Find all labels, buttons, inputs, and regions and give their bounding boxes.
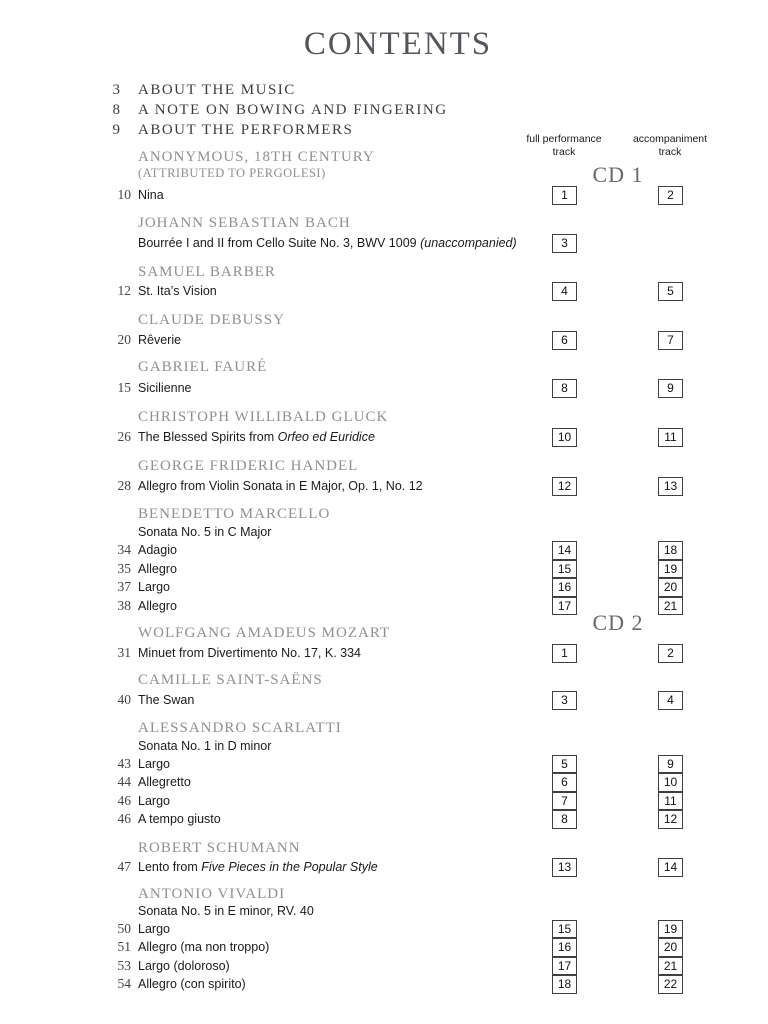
work-subtitle: Sonata No. 1 in D minor — [138, 739, 272, 753]
fp-track-box: 17 — [552, 957, 577, 976]
fp-track-box: 6 — [552, 331, 577, 350]
piece-row — [0, 477, 768, 496]
fp-track-box: 16 — [552, 938, 577, 957]
piece-title: Allegro from Violin Sonata in E Major, Op. 1, No. 12 — [138, 479, 423, 493]
front-matter-row — [0, 100, 768, 120]
page-number: 3 — [112, 82, 120, 98]
composer-name: ROBERT SCHUMANN — [138, 840, 301, 856]
fp-track-box: 18 — [552, 975, 577, 994]
piece-row — [0, 920, 768, 939]
piece-title: Allegro (con spirito) — [138, 977, 246, 991]
piece-title-text: Lento from — [138, 860, 202, 874]
fp-track-box: 4 — [552, 282, 577, 301]
fp-track-box: 12 — [552, 477, 577, 496]
front-matter-label: A NOTE ON BOWING AND FINGERING — [138, 102, 448, 118]
page-number: 46 — [117, 811, 131, 826]
piece-title — [138, 234, 517, 253]
fp-track-box: 15 — [552, 560, 577, 579]
piece-title: Largo — [138, 921, 170, 936]
piece-row — [0, 186, 768, 205]
fp-track-box: 17 — [552, 597, 577, 616]
page-number: 8 — [112, 102, 120, 118]
page-number: 47 — [117, 859, 131, 874]
ac-track-box: 9 — [658, 755, 683, 774]
piece-title: Allegro — [138, 561, 177, 576]
piece-row — [0, 597, 768, 616]
piece-title-text: Bourrée I and II from Cello Suite No. 3, BWV 1009 — [138, 236, 421, 250]
piece-title: Largo — [138, 793, 170, 808]
fp-track-box: 13 — [552, 858, 577, 877]
page-number: 15 — [117, 380, 131, 395]
composer-note: (ATTRIBUTED TO PERGOLESI) — [138, 166, 326, 180]
piece-title-italic: Orfeo ed Euridice — [277, 430, 375, 444]
composer-name: BENEDETTO MARCELLO — [138, 506, 331, 522]
piece-row — [0, 957, 768, 976]
fp-track-box: 3 — [552, 691, 577, 710]
fp-track-box: 7 — [552, 792, 577, 811]
header-line: track — [658, 146, 682, 158]
page-number: 43 — [117, 755, 131, 771]
fp-track-box: 1 — [552, 186, 577, 205]
ac-track-box: 13 — [658, 477, 683, 496]
piece-title — [138, 858, 378, 877]
page-number: 10 — [117, 187, 131, 202]
composer-name: JOHANN SEBASTIAN BACH — [138, 215, 351, 231]
piece-title: Allegro (ma non troppo) — [138, 940, 270, 954]
piece-title: Nina — [138, 188, 164, 202]
header-line: full performance — [526, 133, 602, 145]
composer-name: CHRISTOPH WILLIBALD GLUCK — [138, 409, 389, 425]
piece-row — [0, 975, 768, 994]
piece-row — [0, 755, 768, 774]
header-line: accompaniment — [632, 133, 708, 145]
piece-row — [0, 810, 768, 829]
composer-name: SAMUEL BARBER — [138, 264, 276, 280]
fp-track-box: 8 — [552, 379, 577, 398]
ac-track-box: 19 — [658, 560, 683, 579]
ac-track-box: 20 — [658, 938, 683, 957]
piece-title: Adagio — [138, 543, 177, 557]
ac-track-box: 9 — [658, 379, 683, 398]
page-number: 53 — [117, 957, 131, 973]
ac-track-box: 14 — [658, 858, 683, 877]
piece-title: Largo — [138, 580, 170, 594]
piece-title-italic: Five Pieces in the Popular Style — [201, 860, 378, 874]
composer-name: ALESSANDRO SCARLATTI — [138, 720, 342, 736]
ac-track-box: 21 — [658, 957, 683, 976]
piece-row — [0, 541, 768, 560]
page-number: 38 — [117, 597, 131, 613]
ac-track-box: 12 — [658, 810, 683, 829]
work-subtitle: Sonata No. 5 in E minor, RV. 40 — [138, 904, 314, 918]
ac-track-box: 21 — [658, 597, 683, 616]
piece-row — [0, 379, 768, 398]
ac-track-box: 11 — [658, 428, 683, 447]
front-matter-row — [0, 80, 768, 100]
fp-track-box: 16 — [552, 578, 577, 597]
page-number: 44 — [117, 774, 131, 789]
fp-track-box: 3 — [552, 234, 577, 253]
page-number: 40 — [117, 692, 131, 707]
accompaniment-track-header — [610, 133, 730, 159]
fp-track-box: 5 — [552, 755, 577, 774]
fp-track-box: 10 — [552, 428, 577, 447]
cd1-label: CD 1 — [592, 162, 644, 187]
ac-track-box: 22 — [658, 975, 683, 994]
cd2-label: CD 2 — [592, 610, 644, 635]
piece-row — [0, 282, 768, 301]
piece-row — [0, 773, 768, 792]
piece-title-italic: (unaccompanied) — [420, 236, 517, 250]
ac-track-box: 2 — [658, 644, 683, 663]
ac-track-box: 4 — [658, 691, 683, 710]
composer-name: CLAUDE DEBUSSY — [138, 312, 285, 328]
piece-title: St. Ita’s Vision — [138, 284, 217, 298]
page-number: 46 — [117, 792, 131, 808]
fp-track-box: 6 — [552, 773, 577, 792]
front-matter-label: ABOUT THE MUSIC — [138, 82, 296, 98]
ac-track-box: 11 — [658, 792, 683, 811]
piece-row — [0, 858, 768, 877]
composer-name: GABRIEL FAURÉ — [138, 359, 268, 375]
fp-track-box: 14 — [552, 541, 577, 560]
front-matter-label: ABOUT THE PERFORMERS — [138, 122, 354, 138]
page-number: 50 — [117, 920, 131, 936]
header-line: track — [552, 146, 576, 158]
piece-title: The Swan — [138, 693, 195, 707]
ac-track-box: 20 — [658, 578, 683, 597]
piece-title: Largo (doloroso) — [138, 958, 230, 973]
ac-track-box: 7 — [658, 331, 683, 350]
page-number: 31 — [117, 645, 131, 660]
ac-track-box: 2 — [658, 186, 683, 205]
page-number: 26 — [117, 429, 131, 444]
composer-name: WOLFGANG AMADEUS MOZART — [138, 625, 391, 641]
work-subtitle: Sonata No. 5 in C Major — [138, 525, 272, 539]
ac-track-box: 5 — [658, 282, 683, 301]
piece-row — [0, 938, 768, 957]
piece-title: Allegretto — [138, 775, 191, 789]
piece-title: Largo — [138, 756, 170, 771]
fp-track-box: 8 — [552, 810, 577, 829]
page-number: 12 — [117, 283, 131, 298]
composer-name: GEORGE FRIDERIC HANDEL — [138, 458, 359, 474]
piece-title: A tempo giusto — [138, 812, 221, 826]
page-number: 20 — [117, 332, 131, 347]
fp-track-box: 1 — [552, 644, 577, 663]
piece-title-text: The Blessed Spirits from — [138, 430, 278, 444]
full-performance-track-header — [504, 133, 624, 159]
piece-row — [0, 792, 768, 811]
page-number: 34 — [117, 542, 131, 557]
page-number: 9 — [112, 122, 120, 138]
ac-track-box: 10 — [658, 773, 683, 792]
ac-track-box: 18 — [658, 541, 683, 560]
composer-name: CAMILLE SAINT-SAËNS — [138, 672, 323, 688]
piece-row — [0, 234, 768, 253]
piece-row — [0, 644, 768, 663]
piece-title: Minuet from Divertimento No. 17, K. 334 — [138, 646, 362, 660]
piece-title: Rêverie — [138, 333, 182, 347]
page-number: 37 — [117, 579, 131, 594]
page-number: 28 — [117, 478, 131, 493]
page-number: 35 — [117, 560, 131, 576]
piece-row — [0, 428, 768, 447]
page-title: CONTENTS — [303, 26, 493, 62]
fp-track-box: 15 — [552, 920, 577, 939]
piece-row — [0, 578, 768, 597]
piece-row — [0, 331, 768, 350]
piece-row — [0, 691, 768, 710]
composer-name: ANTONIO VIVALDI — [138, 886, 286, 902]
composer-name: ANONYMOUS, 18TH CENTURY — [138, 149, 375, 165]
page-number: 54 — [117, 976, 131, 991]
page-number: 51 — [117, 939, 131, 954]
piece-row — [0, 560, 768, 579]
ac-track-box: 19 — [658, 920, 683, 939]
piece-title: Sicilienne — [138, 381, 192, 395]
piece-title — [138, 428, 375, 447]
piece-title: Allegro — [138, 598, 177, 613]
